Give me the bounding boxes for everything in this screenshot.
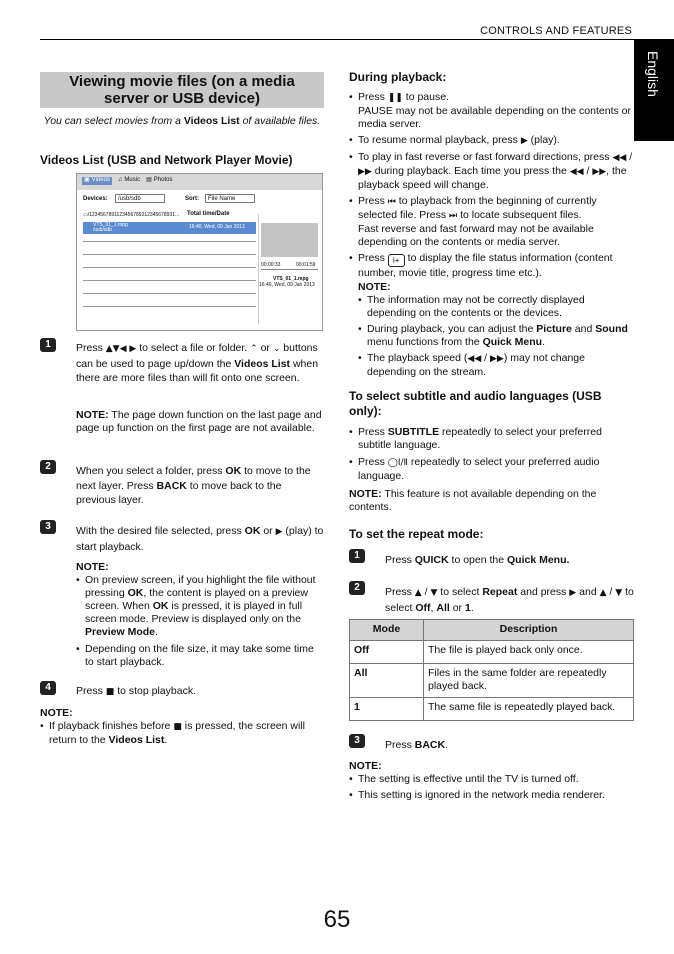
d3-e: , the playback speed will change. [358, 165, 627, 191]
s3-n1-a: On preview screen, if you highlight the file without pressing [85, 574, 316, 599]
r2-m: 1 [464, 601, 471, 614]
repeat-step-3-icon: 3 [349, 734, 365, 748]
screen-tab-photos-label: Photos [153, 177, 173, 183]
ln-a: If playback finishes before [49, 720, 174, 732]
r2-a: Press [385, 586, 415, 598]
d2-b: (play). [527, 134, 560, 146]
folder-icon: ▭ [83, 212, 88, 218]
r1-b: QUICK [414, 554, 449, 566]
screen-divider [258, 214, 259, 324]
play-icon: ▶ [275, 527, 283, 537]
videos-icon: ▣ [84, 177, 90, 183]
subtitle-audio-list [349, 426, 634, 483]
page-title-line1: Viewing movie files (on a media [69, 73, 295, 90]
n2-c: and [571, 323, 596, 335]
during-item-fast [349, 151, 634, 192]
intro-pre: You can select movies from a [43, 115, 184, 127]
table-header-description: Description [424, 620, 634, 641]
subtitle-note [349, 488, 634, 514]
intro-bold: Videos List [183, 115, 240, 127]
repeat-note-label: NOTE: [349, 760, 382, 772]
screen-row-date: 16:40, Wed, 09 Jan 2013 [189, 224, 245, 230]
s1-note-text: The page down function on the last page and page up function on the first page are not available. [76, 409, 322, 434]
page-title-line2: server or USB device) [104, 90, 260, 107]
screen-row-divider [83, 241, 256, 242]
r2-h: to select [385, 586, 634, 614]
r2-n: . [470, 601, 474, 614]
n3-b: / [481, 352, 491, 364]
table-row [350, 664, 634, 698]
n3-a: The playback speed ( [367, 352, 468, 364]
photos-icon: ▤ [146, 177, 152, 183]
rewind-icon: ◀◀ [612, 153, 627, 163]
screen-path [83, 212, 179, 218]
step-1-text [76, 341, 324, 386]
r2-i: Off [415, 601, 431, 614]
r2-g: / [606, 586, 616, 598]
r2-f: and [576, 586, 600, 598]
during-item-skip [349, 195, 634, 249]
n2-e: menu functions from the [367, 336, 483, 348]
d5-a: Press [358, 252, 388, 264]
s1-c: repeatedly to select your preferred subtitle language. [358, 426, 602, 451]
r2-d: Repeat [482, 586, 518, 598]
s4-t2: to stop playback. [114, 685, 196, 697]
s3-n1-g: . [155, 626, 158, 638]
step-1-icon: 1 [40, 338, 56, 352]
info-icon: i+ [388, 254, 405, 267]
fast-forward-icon: ▶▶ [592, 167, 607, 177]
s1-t3: or [257, 342, 273, 354]
up-down-left-right-icon: ▲▼◀ ▶ [105, 344, 137, 354]
s3-b1: OK [244, 525, 261, 537]
screen-preview-name: VTS_01_1.mpg [273, 276, 309, 282]
repeat-step-1-text [385, 553, 634, 568]
s2-t2: to move to the next layer. Press [76, 465, 311, 492]
s4-t1: Press [76, 685, 106, 697]
screen-time-start: 00:00:33 [261, 262, 281, 268]
step-1-note [76, 409, 324, 435]
section-header: CONTROLS AND FEATURES [480, 25, 632, 37]
intro-post: of available files. [239, 115, 321, 127]
screen-row-sub: /usb/sdb [93, 227, 112, 233]
screen-total-label: Total time/Date [187, 211, 230, 217]
s1-t1: Press [76, 342, 106, 354]
during-note [358, 281, 634, 379]
repeat-step-2-icon: 2 [349, 581, 365, 595]
skip-forward-icon: ⏭ [449, 211, 458, 221]
step-3-icon: 3 [40, 520, 56, 534]
repeat-step-1-icon: 1 [349, 549, 365, 563]
sub-note-text: This feature is not available depending on the contents. [349, 488, 597, 513]
during-playback-list [349, 91, 634, 280]
n2-a: During playback, you can adjust the [367, 323, 537, 335]
step-2-icon: 2 [40, 460, 56, 474]
videos-list-heading: Videos List (USB and Network Player Movie) [40, 153, 293, 167]
audio-language-icon: ◯Ⅰ/Ⅱ [387, 458, 408, 468]
repeat-step-3-text [385, 738, 634, 753]
during-note-item-1: • The information may not be correctly displayed depending on the contents or the devices. [358, 294, 634, 320]
s2-b2: BACK [156, 479, 187, 492]
s1-b: SUBTITLE [387, 426, 440, 438]
r2-b: / [421, 586, 431, 598]
screen-sort-field: File Name [205, 194, 255, 203]
screen-tab-videos-label: Videos [91, 177, 110, 183]
s3-n1-e: is pressed, it is played in full screen mode. Preview is displayed only on the [85, 600, 303, 625]
d3-a: To play in fast reverse or fast forward directions, press [358, 151, 613, 163]
screen-row-divider [83, 306, 256, 307]
d3-d: / [583, 165, 593, 177]
s3-n1-b: OK [127, 587, 144, 599]
screen-row-divider [83, 293, 256, 294]
during-note-item-3 [358, 352, 634, 379]
repeat-step-2-text [385, 585, 634, 615]
screen-path-text: /1234567891123456789212345678931... [87, 212, 180, 218]
repeat-mode-heading: To set the repeat mode: [349, 527, 484, 541]
during-note-item-2 [358, 323, 634, 349]
r2-e: and press [517, 586, 570, 598]
left-note-label: NOTE: [40, 707, 73, 719]
s3-n1-c: , the content is played on a preview screen. When [85, 587, 308, 612]
n2-g: . [542, 336, 545, 348]
s1-b1: Videos List [234, 357, 291, 370]
table-cell-description: The same file is repeatedly played back. [424, 697, 634, 720]
skip-back-icon: ⏮ [387, 197, 396, 207]
page-number: 65 [323, 906, 351, 933]
language-tab [634, 39, 674, 141]
d2-a: To resume normal playback, press [358, 134, 521, 146]
s2-a: Press [358, 456, 388, 468]
s2-b: repeatedly to select your preferred audio language. [358, 456, 600, 482]
s3-n1-d: OK [152, 600, 169, 612]
table-cell-mode: All [350, 664, 424, 698]
s3-t3: (play) to start playback. [76, 525, 324, 553]
d4-c: to locate subsequent files. [457, 209, 582, 221]
n2-d: Sound [595, 323, 628, 335]
s1-a: Press [358, 426, 388, 438]
screen-row-divider [83, 267, 256, 268]
table-cell-description: Files in the same folder are repeatedly played back. [424, 664, 634, 698]
screen-tab-photos [146, 177, 172, 185]
down-icon: ▼ [430, 588, 438, 598]
table-header-mode: Mode [350, 620, 424, 641]
screen-preview [261, 223, 318, 257]
r1-d: Quick Menu. [507, 554, 570, 566]
ln-d: . [164, 734, 168, 746]
rewind-icon: ◀◀ [569, 167, 584, 177]
n2-f: Quick Menu [482, 336, 543, 348]
d3-c: during playback. Each time you press the [371, 165, 570, 177]
d4-d: Fast reverse and fast forward may not be available depending on the contents or media server. [358, 223, 594, 248]
screen-tabs [82, 177, 172, 185]
language-tab-label: English [644, 51, 661, 97]
screen-devices-label: Devices: [83, 196, 108, 202]
step-2-text [76, 464, 324, 508]
table-cell-description: The file is played back only once. [424, 641, 634, 664]
subtitle-item [349, 426, 634, 452]
n3-c: ) may not change depending on the stream. [367, 352, 585, 378]
s3-note-item-1 [76, 574, 324, 639]
step-4-icon: 4 [40, 681, 56, 695]
s2-t1: When you select a folder, press [76, 465, 226, 477]
table-cell-mode: Off [350, 641, 424, 664]
audio-item [349, 456, 634, 483]
page-up-icon: ⌃ [250, 344, 258, 354]
s3-n1-f: Preview Mode [85, 626, 156, 638]
s3-note-label: NOTE: [76, 561, 109, 573]
d4-b: to playback from the beginning of currently selected file. Press [358, 195, 597, 221]
screen-progress-bar [261, 269, 318, 270]
fast-forward-icon: ▶▶ [490, 354, 504, 364]
r2-l: or [449, 601, 465, 614]
r2-c: to select [437, 586, 483, 598]
r2-j: , [430, 601, 437, 614]
rewind-icon: ◀◀ [467, 354, 482, 364]
n2-b: Picture [536, 323, 572, 335]
s3-t2: or [260, 525, 276, 537]
sub-note-label: NOTE: [349, 488, 382, 500]
during-playback-heading: During playback: [349, 70, 447, 84]
ln-c: Videos List [108, 734, 165, 746]
s1-t5: when there are more files than will fit onto one screen. [76, 357, 319, 384]
down-icon: ▼ [615, 588, 623, 598]
table-cell-mode: 1 [350, 697, 424, 720]
stop-icon: ■ [173, 722, 182, 732]
screen-tab-videos [82, 177, 112, 185]
screen-devices-field: /usb/sdb [115, 194, 165, 203]
intro-text [40, 115, 324, 128]
page-down-icon: ⌄ [272, 344, 281, 354]
screen-sort-label: Sort: [185, 196, 199, 202]
play-icon: ▶ [520, 136, 528, 146]
d1-c: PAUSE may not be available depending on the contents or media server. [358, 105, 631, 130]
right-icon: ▶ [569, 588, 577, 598]
s1-t4: buttons can be used to page up/down the [76, 342, 318, 370]
r1-a: Press [385, 554, 415, 566]
repeat-mode-table [349, 619, 634, 721]
s2-b1: OK [225, 465, 242, 477]
step-3-note [76, 561, 324, 669]
r3-a: Press [385, 739, 415, 751]
d4-a: Press [358, 195, 388, 207]
screen-preview-date: 16:40, Wed, 09 Jan 2013 [259, 282, 315, 288]
s3-t1: With the desired file selected, press [76, 525, 245, 537]
r1-c: to open the [448, 554, 507, 566]
d3-b: / [626, 151, 633, 163]
repeat-note-item-1: • The setting is effective until the TV is turned off. [349, 773, 634, 786]
r3-c: . [445, 739, 449, 751]
table-row [350, 641, 634, 664]
s3-note-item-2: • Depending on the file size, it may take some time to start playback. [76, 643, 324, 669]
fast-forward-icon: ▶▶ [358, 167, 372, 177]
pause-icon: ❚❚ [387, 93, 403, 103]
d1-a: Press [358, 91, 388, 103]
up-icon: ▲ [414, 588, 422, 598]
page-title [40, 72, 324, 108]
screen-row-divider [83, 254, 256, 255]
left-note [40, 707, 324, 747]
screen-tab-music-label: Music [124, 177, 141, 183]
s2-t3: to move back to the previous layer. [76, 479, 282, 506]
s1-note-label: NOTE: [76, 409, 109, 421]
header-rule [40, 39, 634, 40]
during-item-pause [349, 91, 634, 131]
ln-b: is pressed, the screen will return to the [49, 720, 305, 746]
music-icon: ♫ [117, 177, 123, 183]
r3-b: BACK [414, 739, 446, 751]
screen-time-end: 00:01:59 [296, 262, 316, 268]
screen-tab-music [118, 177, 140, 185]
subtitle-audio-heading: To select subtitle and audio languages (USB only): [349, 389, 602, 419]
during-item-info [349, 252, 634, 280]
left-note-item [40, 720, 324, 747]
step-4-text [76, 684, 324, 700]
up-icon: ▲ [599, 588, 607, 598]
d5-b: to display the file status information (content number, movie title, progress time etc.). [358, 252, 613, 279]
d1-b: to pause. [402, 91, 449, 103]
s1-t2: to select a file or folder. [136, 342, 251, 354]
videos-list-screen [76, 173, 323, 331]
screen-selected-row [83, 222, 256, 234]
step-3-text [76, 524, 324, 554]
screen-row-divider [83, 280, 256, 281]
screen-row-name: VTS_01_1.mpg [93, 222, 128, 228]
repeat-note-item-2: • This setting is ignored in the network media renderer. [349, 789, 634, 802]
table-row [350, 697, 634, 720]
repeat-note [349, 760, 634, 802]
during-item-resume [349, 134, 634, 148]
during-note-label: NOTE: [358, 281, 391, 293]
r2-k: All [436, 601, 450, 614]
stop-icon: ■ [105, 687, 115, 697]
